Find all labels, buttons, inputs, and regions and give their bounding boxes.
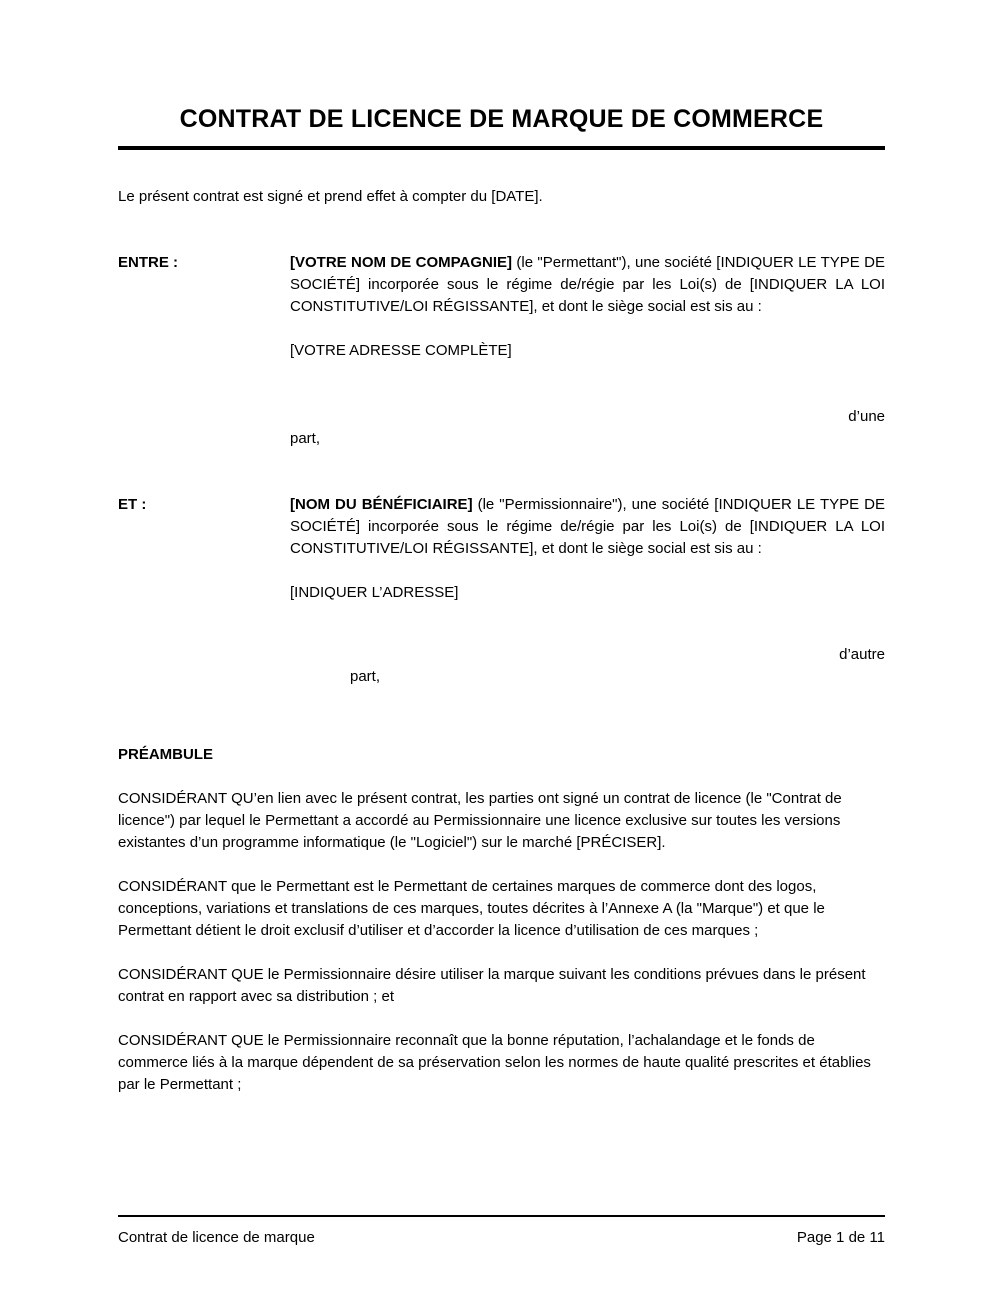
party-closing-permissionnaire bbox=[118, 644, 885, 688]
intro-paragraph: Le présent contrat est signé et prend effet à compter du [DATE]. bbox=[118, 188, 543, 205]
party-block-permissionnaire bbox=[118, 494, 885, 604]
party-address-permettant: [VOTRE ADRESSE COMPLÈTE] bbox=[290, 342, 512, 359]
footer-document-name: Contrat de licence de marque bbox=[118, 1229, 315, 1246]
recital-paragraph: CONSIDÉRANT QUE le Permissionnaire désire utiliser la marque suivant les conditions prévues dans le présent contrat en rapport avec sa distribution ; et bbox=[118, 966, 866, 1005]
footer-row bbox=[118, 1228, 885, 1248]
party-description-permettant bbox=[290, 252, 885, 318]
preamble-heading: PRÉAMBULE bbox=[118, 746, 214, 763]
party-name-permettant: [VOTRE NOM DE COMPAGNIE] bbox=[290, 254, 513, 271]
party-body-permettant bbox=[290, 252, 885, 362]
party-block-permettant bbox=[118, 252, 885, 362]
document-header bbox=[118, 105, 885, 150]
party-description-text-permissionnaire: (le "Permissionnaire"), une société [INDIQUER LE TYPE DE SOCIÉTÉ] incorporée sous le régime de/régie par les Loi(s) de [INDIQUER LA LOI CONSTITUTIVE/LOI RÉGISSANTE], et dont le siège social est sis au : bbox=[290, 496, 886, 557]
page-footer bbox=[118, 1215, 885, 1248]
document-body bbox=[118, 186, 885, 1096]
party-label-entre: ENTRE : bbox=[118, 254, 178, 271]
party-body-permissionnaire bbox=[290, 494, 885, 604]
party-description-text-permettant: (le "Permettant"), une société [INDIQUER LE TYPE DE SOCIÉTÉ] incorporée sous le régime de/régie par les Loi(s) de [INDIQUER LA LOI CONSTITUTIVE/LOI RÉGISSANTE], et dont le siège social est sis au : bbox=[290, 254, 886, 315]
party-closing-side-permettant: d’une bbox=[848, 408, 885, 425]
preamble-section bbox=[118, 744, 885, 1096]
title-divider bbox=[118, 146, 885, 150]
recital-paragraph: CONSIDÉRANT QU’en lien avec le présent contrat, les parties ont signé un contrat de licence (le "Contrat de licence") par lequel le Permettant a accordé au Permissionnaire une licence exclusive sur toutes les versions existantes d’un programme informatique (le "Logiciel") sur le marché [PRÉCISER]. bbox=[118, 790, 842, 851]
party-closing-tail-permettant: part, bbox=[290, 430, 321, 447]
recital-paragraph: CONSIDÉRANT que le Permettant est le Permettant de certaines marques de commerce dont des logos, conceptions, variations et translations de ces marques, toutes décrites à l’Annexe A (la "Marque") et que le Permettant détient le droit exclusif d’utiliser et d’accorder la licence d’utilisation de ces marques ; bbox=[118, 878, 825, 939]
page-title: CONTRAT DE LICENCE DE MARQUE DE COMMERCE bbox=[179, 105, 824, 133]
recital-paragraph: CONSIDÉRANT QUE le Permissionnaire reconnaît que la bonne réputation, l’achalandage et le fonds de commerce liés à la marque dépendent de sa préservation selon les normes de haute qualité prescrites et établies par le Permettant ; bbox=[118, 1032, 871, 1093]
party-description-permissionnaire bbox=[290, 494, 885, 560]
party-label-et: ET : bbox=[118, 496, 147, 513]
footer-page-number: Page 1 de 11 bbox=[796, 1229, 885, 1246]
party-closing-permettant bbox=[118, 406, 885, 450]
party-closing-tail-permissionnaire: part, bbox=[350, 668, 381, 685]
party-closing-side-permissionnaire: d’autre bbox=[839, 646, 885, 663]
footer-divider bbox=[118, 1215, 885, 1217]
party-name-permissionnaire: [NOM DU BÉNÉFICIAIRE] bbox=[290, 496, 473, 513]
party-address-permissionnaire: [INDIQUER L’ADRESSE] bbox=[290, 584, 459, 601]
